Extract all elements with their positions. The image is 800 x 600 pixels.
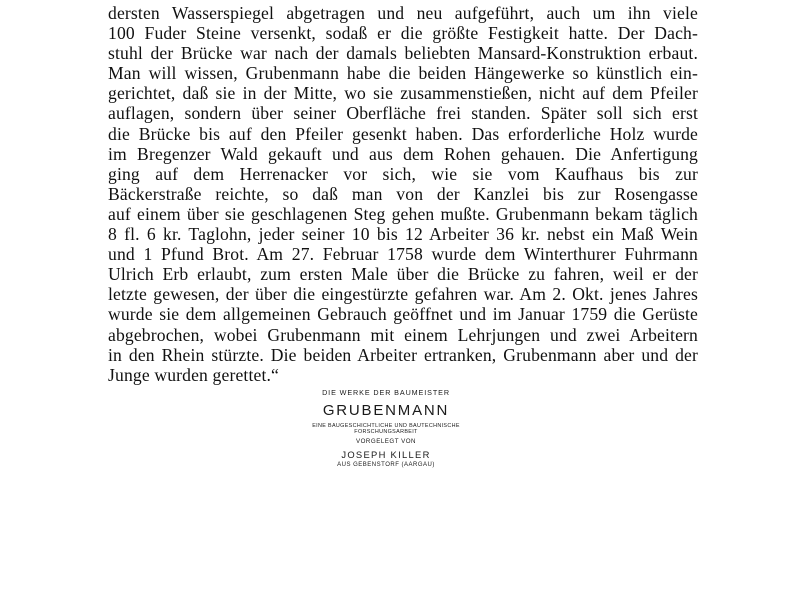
text-line: abgebrochen, wobei Grubenmann mit einem Lehrjungen und zwei Arbeitern xyxy=(108,324,698,345)
text-line: Man will wissen, Grubenmann habe die beiden Hängewerke so künstlich ein- xyxy=(108,63,698,84)
colophon-origin: AUS GEBENSTORF (AARGAU) xyxy=(337,461,435,468)
body-text xyxy=(108,3,698,385)
colophon-presented-by: VORGELEGT VON xyxy=(355,437,417,445)
colophon-title: GRUBENMANN xyxy=(322,402,450,419)
text-line: dersten Wasserspiegel abgetragen und neu aufgeführt, auch um ihn viele xyxy=(108,3,698,23)
text-line: 8 fl. 6 kr. Taglohn, jeder seiner 10 bis 12 Arbeiter 36 kr. nebst ein Maß Wein xyxy=(108,224,698,245)
colophon-subtitle: EINE BAUGESCHICHTLICHE UND BAUTECHNISCHE FORSCHUNGSARBEIT xyxy=(312,423,460,436)
text-line: letzte gewesen, der über die eingestürzte gefahren war. Am 2. Okt. jenes Jahres xyxy=(108,284,698,305)
text-line: ging auf dem Herrenacker vor sich, wie sie vom Kaufhaus bis zur xyxy=(108,163,698,184)
colophon xyxy=(300,388,472,469)
text-line: Ulrich Erb erlaubt, zum ersten Male über die Brücke zu fahren, weil er der xyxy=(108,264,698,285)
text-line: Bäckerstraße reichte, so daß man von der Kanzlei bis zur Rosengasse xyxy=(108,183,698,204)
text-line: wurde sie dem allgemeinen Gebrauch geöffnet und im Januar 1759 die Gerüste xyxy=(108,304,698,325)
text-line: und 1 Pfund Brot. Am 27. Februar 1758 wurde dem Winterthurer Fuhrmann xyxy=(108,244,698,265)
text-line: gerichtet, daß sie in der Mitte, wo sie zusammenstießen, nicht auf dem Pfeiler xyxy=(108,83,698,104)
text-line: auflagen, sondern über seiner Oberfläche frei standen. Später soll sich erst xyxy=(108,103,698,124)
text-line: auf einem über sie geschlagenen Steg gehen mußte. Grubenmann bekam täglich xyxy=(108,203,698,224)
text-line: 100 Fuder Steine versenkt, sodaß er die größte Festigkeit hatte. Der Dach- xyxy=(108,23,698,44)
colophon-series: DIE WERKE DER BAUMEISTER xyxy=(322,388,450,397)
text-line: die Brücke bis auf den Pfeiler gesenkt haben. Das erforderliche Holz wurde xyxy=(108,123,698,144)
text-line: in den Rhein stürzte. Die beiden Arbeiter ertranken, Grubenmann aber und der xyxy=(108,344,698,365)
text-line: im Bregenzer Wald gekauft und aus dem Rohen gehauen. Die Anfertigung xyxy=(108,143,698,164)
text-line: stuhl der Brücke war nach der damals beliebten Mansard-Konstruktion erbaut. xyxy=(108,43,698,64)
colophon-author: JOSEPH KILLER xyxy=(341,448,431,460)
text-line-last: Junge wurden gerettet.“ xyxy=(108,364,280,385)
